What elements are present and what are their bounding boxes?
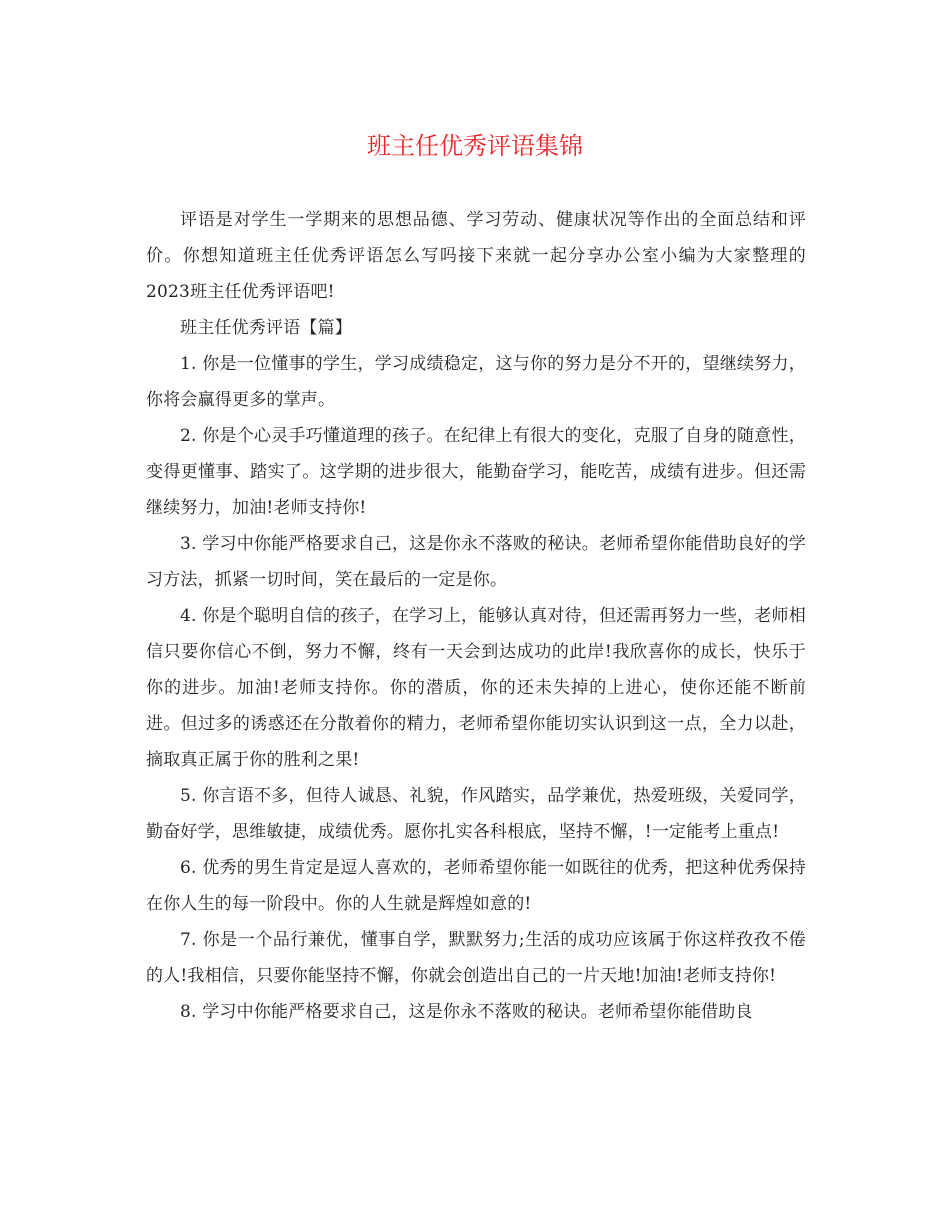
comment-6: 6. 优秀的男生肯定是逗人喜欢的，老师希望你能一如既往的优秀，把这种优秀保持在你人生的每一阶段中。你的人生就是辉煌如意的!	[146, 858, 806, 914]
comment-1: 1. 你是一位懂事的学生，学习成绩稳定，这与你的努力是分不开的，望继续努力，你将会赢得更多的掌声。	[146, 354, 806, 410]
comment-2: 2. 你是个心灵手巧懂道理的孩子。在纪律上有很大的变化，克服了自身的随意性，变得更懂事、踏实了。这学期的进步很大，能勤奋学习，能吃苦，成绩有进步。但还需继续努力，加油!老师支持你!	[146, 426, 806, 518]
comment-3: 3. 学习中你能严格要求自己，这是你永不落败的秘诀。老师希望你能借助良好的学习方法，抓紧一切时间，笑在最后的一定是你。	[146, 534, 806, 590]
intro-paragraph: 评语是对学生一学期来的思想品德、学习劳动、健康状况等作出的全面总结和评价。你想知道班主任优秀评语怎么写吗接下来就一起分享办公室小编为大家整理的2023班主任优秀评语吧!	[146, 210, 806, 302]
document-body	[146, 202, 806, 1030]
comment-4: 4. 你是个聪明自信的孩子，在学习上，能够认真对待，但还需再努力一些，老师相信只要你信心不倒，努力不懈，终有一天会到达成功的此岸!我欣喜你的成长，快乐于你的进步。加油!老师支持你。你的潜质，你的还未失掉的上进心，使你还能不断前进。但过多的诱惑还在分散着你的精力，老师希望你能切实认识到这一点，全力以赴，摘取真正属于你的胜利之果!	[146, 606, 806, 770]
comment-8: 8. 学习中你能严格要求自己，这是你永不落败的秘诀。老师希望你能借助良	[180, 1002, 753, 1022]
page-title: 班主任优秀评语集锦	[367, 132, 583, 160]
comment-5: 5. 你言语不多，但待人诚恳、礼貌，作风踏实，品学兼优，热爱班级，关爱同学，勤奋好学，思维敏捷，成绩优秀。愿你扎实各科根底，坚持不懈，!一定能考上重点!	[146, 786, 806, 842]
comment-7: 7. 你是一个品行兼优，懂事自学，默默努力;生活的成功应该属于你这样孜孜不倦的人!我相信，只要你能坚持不懈，你就会创造出自己的一片天地!加油!老师支持你!	[146, 930, 806, 986]
section-heading: 班主任优秀评语【篇】	[180, 318, 352, 338]
